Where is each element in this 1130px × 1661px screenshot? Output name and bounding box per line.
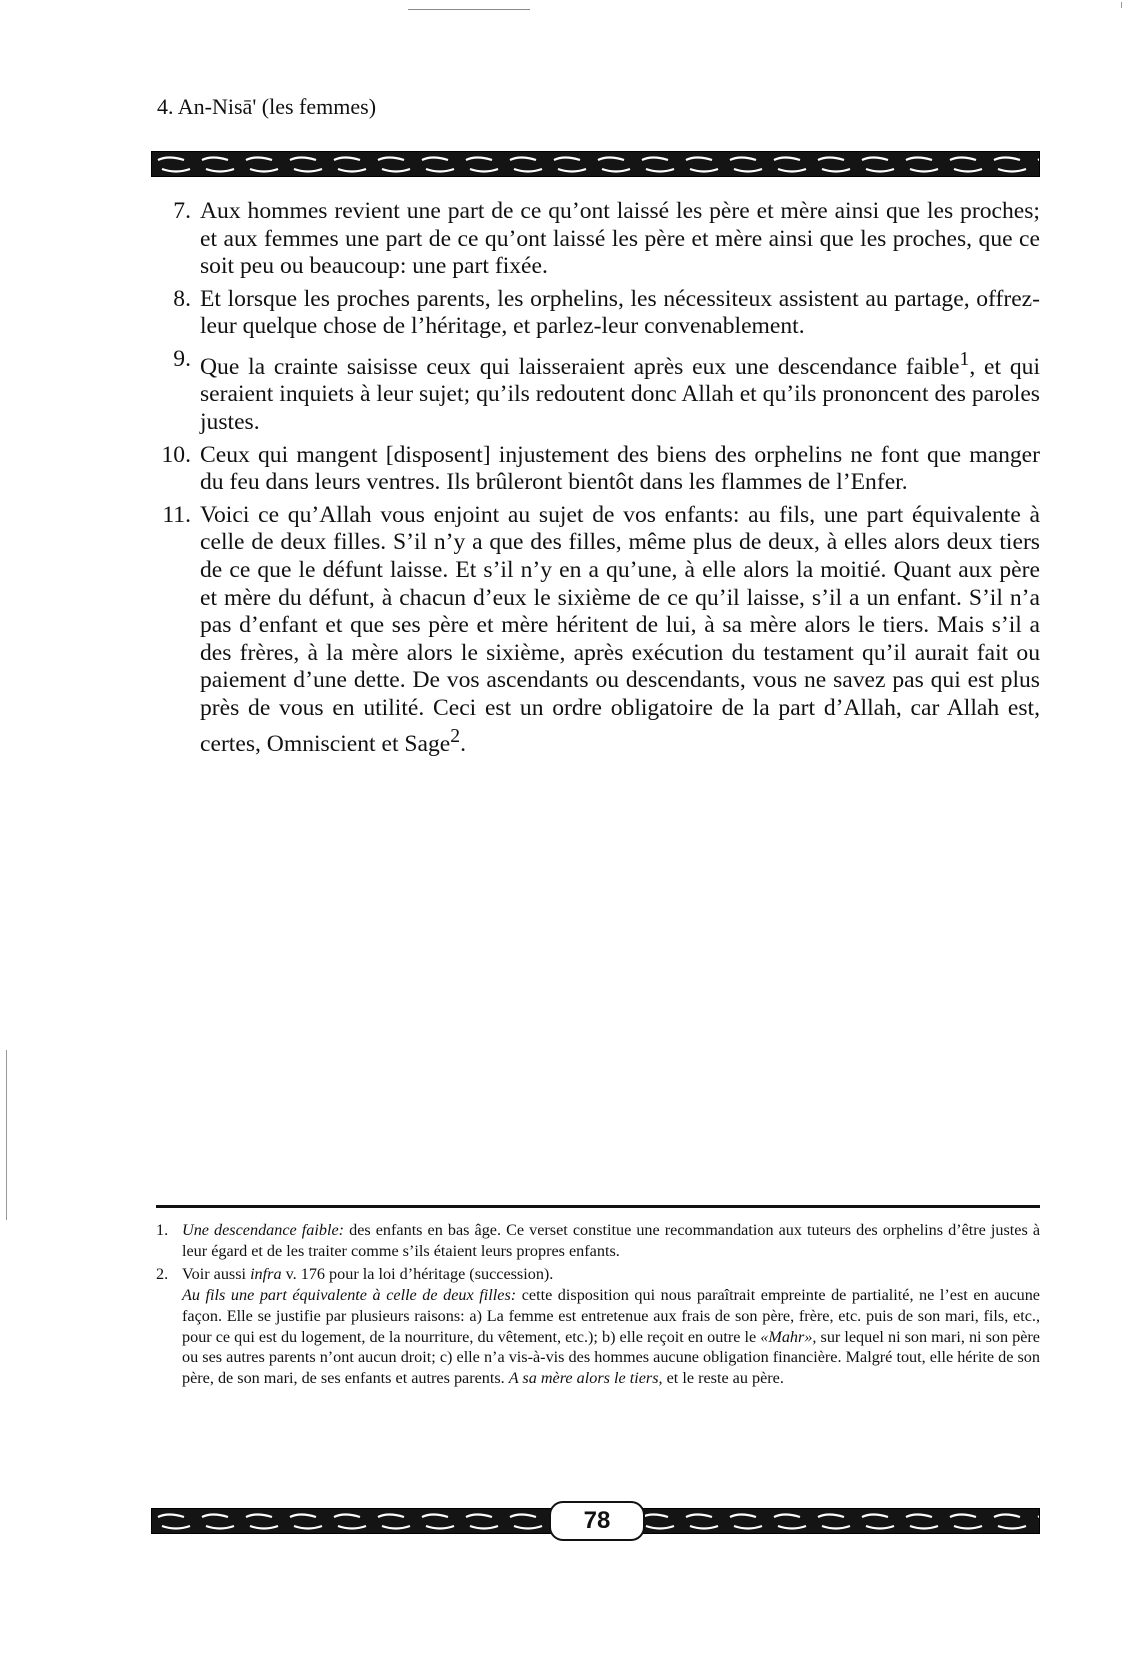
top-ornament-band <box>151 151 1040 177</box>
footnote-italic: infra <box>250 1265 282 1284</box>
verse-text: Et lorsque les proches parents, les orphelins, les nécessiteux assistent au partage, offrez-leur quelque chose de l’héritage, et parlez-leur convenablement. <box>200 285 1040 340</box>
verse-text: Aux hommes revient une part de ce qu’ont laissé les père et mère ainsi que les proches; et aux femmes une part de ce qu’ont laissé les père et mère ainsi que les proches, que ce soit peu ou beaucoup: une part fixée. <box>200 198 1040 280</box>
page-number: 78 <box>549 1501 645 1541</box>
scan-corner-mark <box>1121 2 1122 8</box>
footnote-text-part: cette disposition qui nous paraîtrait empreinte de partialité, ne l’est en aucune façon. Elle se justifie par plusieurs raisons: a) La femme est entretenue aux frais de son père, frère, etc. puis de son mari, fils, etc., pour ce qui est du logement, de la nourriture, du vêtement, etc.); b) elle reçoit en outre le <box>182 1286 1040 1346</box>
verse-11 <box>155 502 1040 758</box>
scan-top-line <box>408 9 530 10</box>
footnote-text-part: et le reste au père. <box>662 1368 784 1387</box>
footnote-ref: 2 <box>450 724 461 747</box>
footnote-text <box>182 1264 1040 1388</box>
footnote-text-part: Voir aussi <box>182 1265 251 1284</box>
footnote-line <box>182 1264 1040 1285</box>
footnote-text-part: sur lequel ni son mari, ni son père ou ses autres parents n’ont aucun droit; c) elle n’a vis-à-vis des hommes aucune obligation financière. Malgré tout, elle hérite de son père, de son mari, de ses enfants et autres parents. <box>182 1327 1040 1387</box>
verse-number: 7. <box>173 198 191 224</box>
verse-7 <box>155 198 1040 281</box>
scan-margin-mark <box>6 1050 7 1220</box>
footnote-term: «Mahr», <box>760 1327 817 1346</box>
footnote-number: 1. <box>156 1221 169 1239</box>
footnote-2 <box>156 1264 1040 1388</box>
footnote-text-part: v. 176 pour la loi d’héritage (succession). <box>281 1265 554 1284</box>
footnote-term: Une descendance faible: <box>182 1221 345 1239</box>
verse-number: 8. <box>173 285 191 312</box>
verse-9 <box>155 346 1040 437</box>
footnote-ref: 1 <box>959 347 970 370</box>
verse-text <box>200 346 1040 437</box>
footnote-term: Au fils une part équivalente à celle de deux filles: <box>182 1286 517 1305</box>
verse-number: 10. <box>161 441 191 468</box>
footnotes-section <box>156 1220 1040 1392</box>
verse-text-part: . <box>460 730 467 757</box>
footnote-1 <box>156 1220 1040 1261</box>
verse-text <box>200 502 1040 758</box>
chapter-title: 4. An-Nisā' (les femmes) <box>157 94 377 119</box>
verse-text-part: Que la crainte saisisse ceux qui laisseraient après eux une descendance faible <box>200 353 960 380</box>
footnote-separator <box>156 1205 1040 1208</box>
verse-number: 11. <box>162 501 191 528</box>
footnote-term: A sa mère alors le tiers, <box>508 1368 663 1387</box>
verse-10 <box>155 442 1040 497</box>
footnote-line <box>182 1285 1040 1389</box>
verse-text: Ceux qui mangent [disposent] injustement des biens des orphelins ne font que manger du feu dans leurs ventres. Ils brûleront bientôt dans les flammes de l’Enfer. <box>200 441 1040 496</box>
footnote-text <box>182 1220 1040 1261</box>
verses-section <box>155 198 1040 763</box>
verse-text-part: , et qui seraient inquiets à leur sujet; qu’ils redoutent donc Allah et qu’ils prononcent des paroles justes. <box>200 353 1040 436</box>
footnote-text-part: des enfants en bas âge. Ce verset constitue une recommandation aux tuteurs des orphelins d’être justes à leur égard et de les traiter comme s’ils étaient leurs propres enfants. <box>182 1221 1041 1260</box>
verse-8 <box>155 286 1040 341</box>
top-ornament-pattern <box>152 152 1039 176</box>
footnote-number: 2. <box>156 1265 169 1284</box>
verse-number: 9. <box>173 345 191 372</box>
verse-text-part: Voici ce qu’Allah vous enjoint au sujet de vos enfants: au fils, une part équivalente à celle de deux filles. S’il n’y a que des filles, même plus de deux, à elles alors deux tiers de ce que le défunt laisse. Et s’il n’y en a qu’une, à elle alors la moitié. Quant aux père et mère du défunt, à chacun d’eux le sixième de ce qu’il laisse, s’il a un enfant. S’il n’a pas d’enfant et que ses père et mère héritent de lui, à sa mère alors le tiers. Mais s’il a des frères, à la mère alors le sixième, après exécution du testament qu’il aurait fait ou paiement d’une dette. De vos ascendants ou descendants, vous ne savez pas qui est plus près de vous en utilité. Ceci est un ordre obligatoire de la part d’Allah, car Allah est, certes, Omniscient et Sage <box>200 501 1040 757</box>
